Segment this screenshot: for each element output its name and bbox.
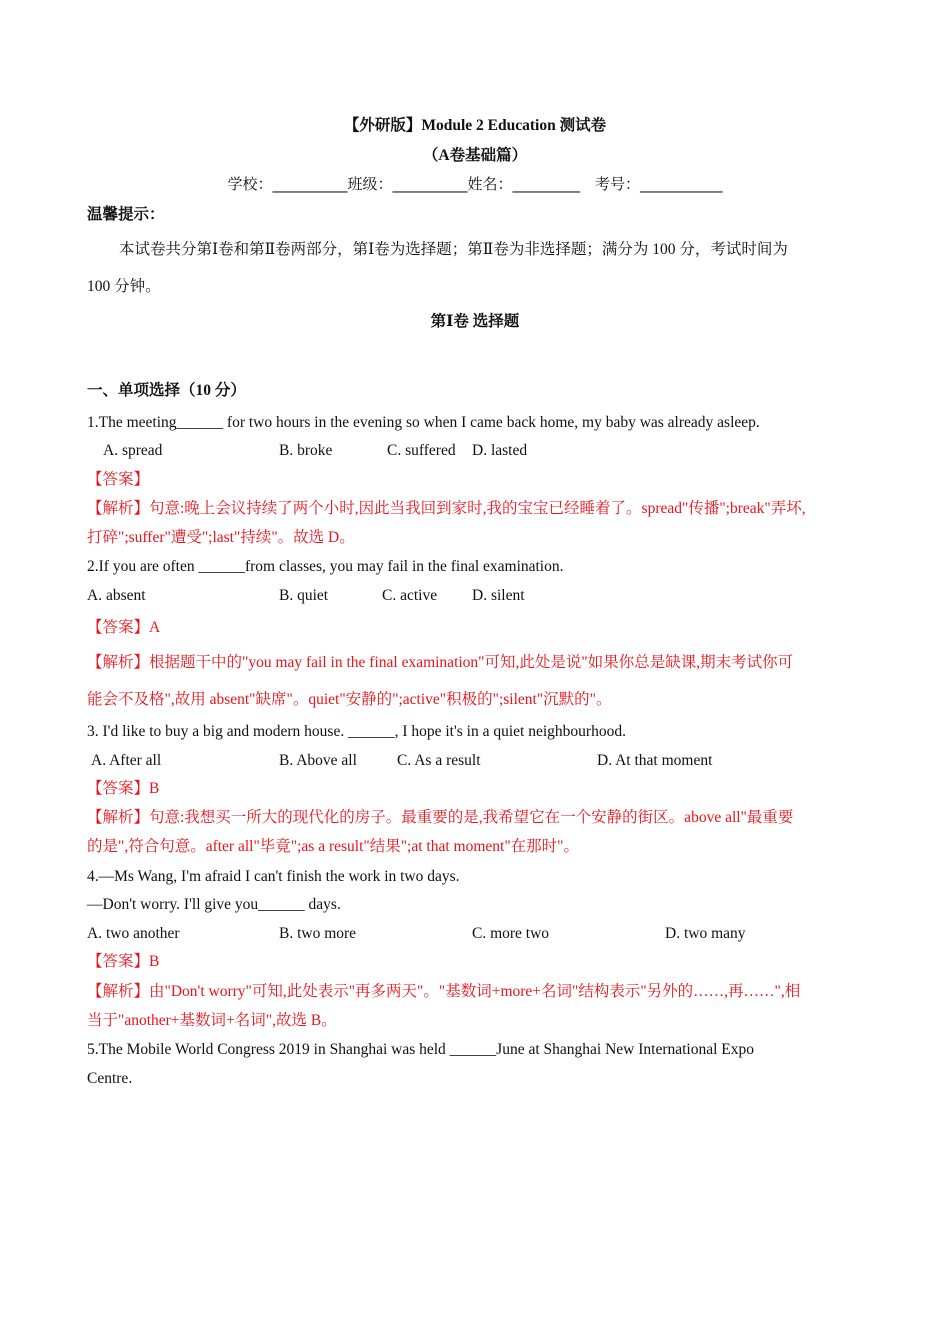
question-1-analysis-2: 打碎";suffer"遭受";last"持续"。故选 D。 [87,529,355,546]
option-a: A. two another [87,925,180,942]
question-2-analysis-1: 【解析】根据题干中的"you may fail in the final examination"可知,此处是说"如果你总是缺课,期末考试你可 [87,654,794,671]
option-c: C. active [382,587,438,604]
option-d: D. At that moment [597,752,713,769]
exam-subtitle: （A卷基础篇） [422,147,528,164]
question-2-stem: 2.If you are often ______from classes, you may fail in the final examination. [87,558,564,575]
question-4-answer: 【答案】B [87,953,160,970]
option-a: A. After all [91,752,162,769]
exam-title: 【外研版】Module 2 Education 测试卷 [343,117,607,134]
question-4-analysis-2: 当于"another+基数词+名词",故选 B。 [87,1012,337,1029]
question-1-stem: 1.The meeting______ for two hours in the evening so when I came back home, my baby was already asleep. [87,414,760,431]
option-d: D. two many [665,925,746,942]
part1-title: 第Ⅰ卷 选择题 [430,313,520,330]
option-d: D. lasted [472,442,528,459]
question-1-analysis-1: 【解析】句意:晚上会议持续了两个小时,因此当我回到家时,我的宝宝已经睡着了。spread"传播";break"弄坏, [87,500,806,517]
question-4-stem-1: 4.—Ms Wang, I'm afraid I can't finish the work in two days. [87,868,460,885]
option-a: A. absent [87,587,146,604]
question-2-answer: 【答案】A [87,619,161,636]
question-5-stem-1: 5.The Mobile World Congress 2019 in Shanghai was held ______June at Shanghai New International Expo [87,1041,755,1058]
question-3-analysis-2: 的是",符合句意。after all"毕竟";as a result"结果";at that moment"在那时"。 [87,838,579,855]
question-4-analysis-1: 【解析】由"Don't worry"可知,此处表示"再多两天"。"基数词+more+名词"结构表示"另外的……,再……",相 [87,983,801,1000]
tips-line-1: 本试卷共分第Ⅰ卷和第Ⅱ卷两部分，第Ⅰ卷为选择题；第Ⅱ卷为非选择题；满分为 100 分，考试时间为 [119,241,788,258]
option-a: A. spread [103,442,163,459]
question-3-analysis-1: 【解析】句意:我想买一所大的现代化的房子。最重要的是,我希望它在一个安静的街区。above all"最重要 [87,809,794,826]
question-3-answer: 【答案】B [87,780,160,797]
question-4-stem-2: —Don't worry. I'll give you______ days. [87,896,341,913]
question-3-stem: 3. I'd like to buy a big and modern house. ______, I hope it's in a quiet neighbourhood. [87,723,626,740]
question-5-stem-2: Centre. [87,1070,133,1087]
option-c: C. As a result [397,752,481,769]
tips-label: 温馨提示： [87,206,165,223]
option-c: C. suffered [387,442,456,459]
student-info-line: 学校：__________班级：__________姓名：_________ 考号：___________ [227,175,723,193]
tips-line-2: 100 分钟。 [87,278,161,295]
option-b: B. quiet [279,587,329,604]
option-c: C. more two [472,925,550,942]
option-b: B. two more [279,925,357,942]
option-b: B. broke [279,442,333,459]
question-2-analysis-2: 能会不及格",故用 absent"缺席"。quiet"安静的";active"积极的";silent"沉默的"。 [87,691,612,708]
question-1-answer: 【答案】 [87,471,150,488]
option-b: B. Above all [279,752,357,769]
option-d: D. silent [472,587,525,604]
section1-title: 一、单项选择（10 分） [87,382,246,399]
